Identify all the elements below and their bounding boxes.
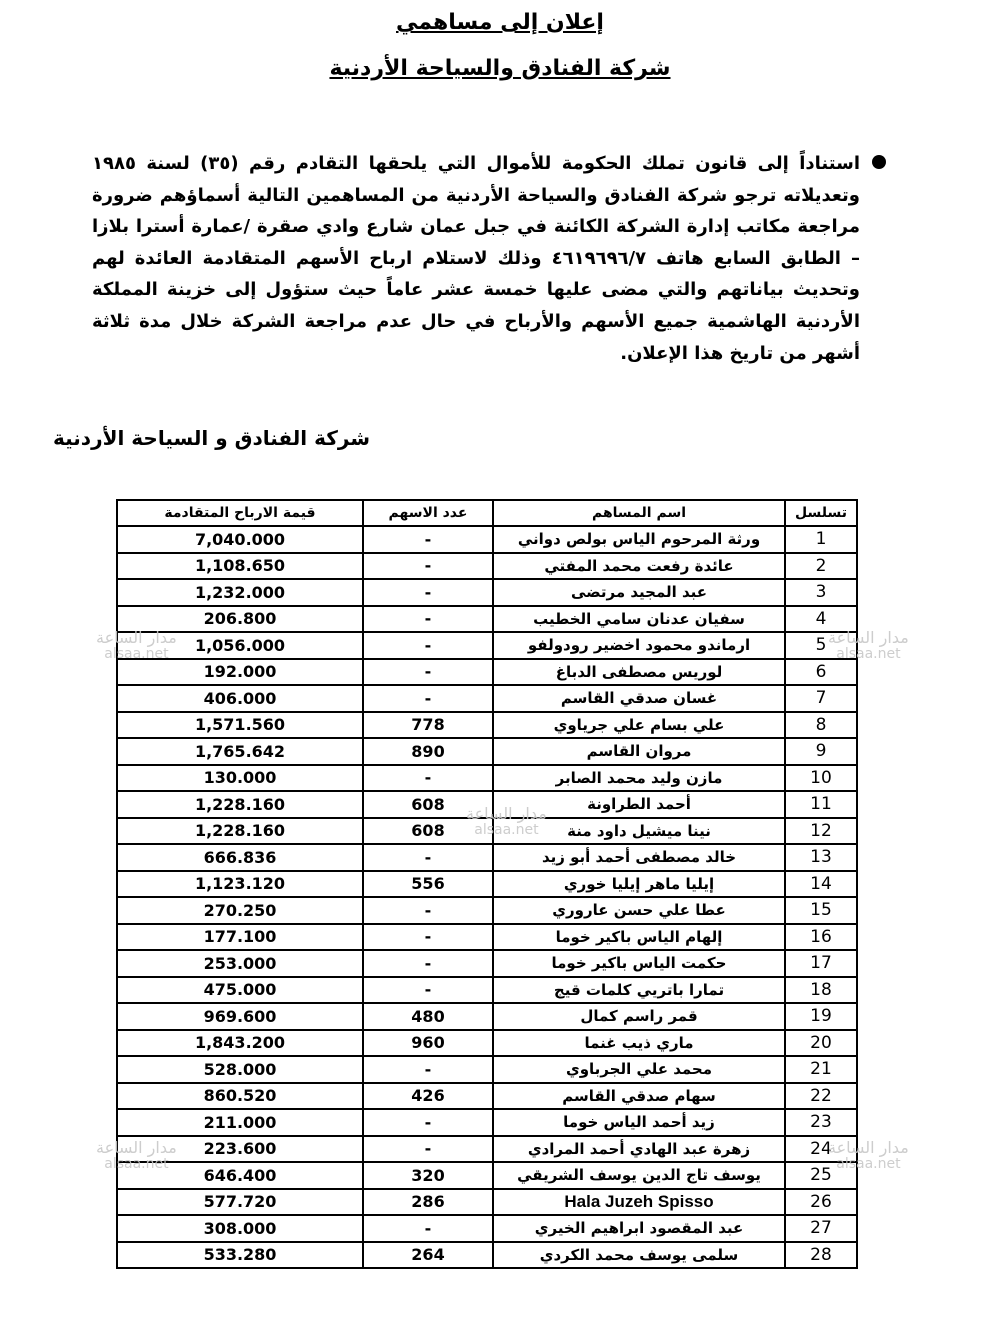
dividends-cell: 211.000	[117, 1109, 363, 1136]
shareholder-name-cell: خالد مصطفى أحمد أبو زيد	[493, 844, 785, 871]
shares-cell: 286	[363, 1189, 493, 1216]
shares-cell: 608	[363, 791, 493, 818]
shareholder-name-cell: محمد علي الجرباوي	[493, 1056, 785, 1083]
seq-cell: 20	[785, 1030, 857, 1057]
shares-cell: 778	[363, 712, 493, 739]
table-row	[117, 1215, 857, 1242]
table-row	[117, 765, 857, 792]
shareholder-name-cell: عبد المقصود ابراهيم الخيري	[493, 1215, 785, 1242]
shares-cell: -	[363, 977, 493, 1004]
shareholder-name-cell: ارماندو محمود اخضير رودولفو	[493, 632, 785, 659]
dividends-cell: 528.000	[117, 1056, 363, 1083]
dividends-cell: 646.400	[117, 1162, 363, 1189]
shareholder-name-cell: مازن وليد محمد الصابر	[493, 765, 785, 792]
watermark: مدار الساعة alsaa.net	[828, 1138, 909, 1172]
shareholder-name-cell: علي بسام علي جرياوي	[493, 712, 785, 739]
header-dividends: قيمة الارباح المتقادمة	[117, 500, 363, 526]
shares-cell: -	[363, 579, 493, 606]
dividends-cell: 177.100	[117, 924, 363, 951]
table-row	[117, 685, 857, 712]
dividends-cell: 1,228.160	[117, 818, 363, 845]
seq-cell: 24	[785, 1136, 857, 1163]
dividends-cell: 406.000	[117, 685, 363, 712]
seq-cell: 17	[785, 950, 857, 977]
table-row	[117, 950, 857, 977]
shares-cell: -	[363, 1215, 493, 1242]
watermark: مدار الساعة alsaa.net	[466, 804, 547, 838]
table-row	[117, 659, 857, 686]
seq-cell: 23	[785, 1109, 857, 1136]
seq-cell: 3	[785, 579, 857, 606]
shareholder-name-cell: سلمى يوسف محمد الكردي	[493, 1242, 785, 1269]
shareholder-name-cell: غسان صدقي القاسم	[493, 685, 785, 712]
seq-cell: 15	[785, 897, 857, 924]
shareholder-name-cell: سهام صدقي القاسم	[493, 1083, 785, 1110]
seq-cell: 21	[785, 1056, 857, 1083]
shares-cell: 426	[363, 1083, 493, 1110]
shareholder-name-cell: ماري ذيب غنما	[493, 1030, 785, 1057]
watermark: مدار الساعة alsaa.net	[96, 628, 177, 662]
dividends-cell: 308.000	[117, 1215, 363, 1242]
watermark: مدار الساعة alsaa.net	[828, 628, 909, 662]
shares-cell: -	[363, 1136, 493, 1163]
shares-cell: -	[363, 632, 493, 659]
table-row	[117, 712, 857, 739]
dividends-cell: 1,232.000	[117, 579, 363, 606]
dividends-cell: 270.250	[117, 897, 363, 924]
dividends-cell: 860.520	[117, 1083, 363, 1110]
dividends-cell: 666.836	[117, 844, 363, 871]
dividends-cell: 7,040.000	[117, 526, 363, 553]
bullet-icon	[872, 155, 886, 169]
shares-cell: -	[363, 553, 493, 580]
table-row	[117, 924, 857, 951]
dividends-cell: 1,123.120	[117, 871, 363, 898]
shareholder-name-cell: لوريس مصطفى الدباغ	[493, 659, 785, 686]
shares-cell: -	[363, 526, 493, 553]
shares-cell: -	[363, 1109, 493, 1136]
seq-cell: 26	[785, 1189, 857, 1216]
seq-cell: 9	[785, 738, 857, 765]
shares-cell: -	[363, 950, 493, 977]
table-row	[117, 526, 857, 553]
shareholder-name-cell: سفيان عدنان سامي الخطيب	[493, 606, 785, 633]
shareholders-table	[116, 499, 858, 1269]
table-row	[117, 1162, 857, 1189]
shareholder-name-cell: عطا علي حسن عاروري	[493, 897, 785, 924]
shares-cell: 608	[363, 818, 493, 845]
shares-cell: 264	[363, 1242, 493, 1269]
dividends-cell: 192.000	[117, 659, 363, 686]
seq-cell: 8	[785, 712, 857, 739]
shares-cell: 890	[363, 738, 493, 765]
seq-cell: 16	[785, 924, 857, 951]
company-name-heading: شركة الفنادق والسياحة الأردنية	[329, 56, 671, 81]
announcement-body: استناداً إلى قانون تملك الحكومة للأموال التي يلحقها التقادم رقم (٣٥) لسنة ١٩٨٥ وتعديلاته ترجو شركة الفنادق والسياحة الأردنية من المساهمين التالية أسماؤهم ضرورة مراجعة مكاتب إدارة الشركة الكائنة في جبل عمان شارع وادي صقرة /عمارة أسترا بلازا – الطابق السابع هاتف ٤٦١٩٦٩٦/٧ وذلك لاستلام ارباح الأسهم المتقادمة العائدة لهم وتحديث بياناتهم والتي مضى عليها خمسة عشر عاماً حيث ستؤول إلى خزينة المملكة الأردنية الهاشمية جميع الأسهم والأرباح في حال عدم مراجعة الشركة خلال مدة ثلاثة أشهر من تاريخ هذا الإعلان.	[92, 153, 860, 364]
shares-cell: 960	[363, 1030, 493, 1057]
dividends-cell: 1,765.642	[117, 738, 363, 765]
seq-cell: 25	[785, 1162, 857, 1189]
seq-cell: 6	[785, 659, 857, 686]
table-row	[117, 1003, 857, 1030]
dividends-cell: 1,108.650	[117, 553, 363, 580]
seq-cell: 1	[785, 526, 857, 553]
shares-cell: 556	[363, 871, 493, 898]
shareholder-name-cell: ورثة المرحوم الياس بولص دواني	[493, 526, 785, 553]
shares-cell: -	[363, 844, 493, 871]
seq-cell: 22	[785, 1083, 857, 1110]
dividends-cell: 1,843.200	[117, 1030, 363, 1057]
seq-cell: 19	[785, 1003, 857, 1030]
shares-cell: -	[363, 1056, 493, 1083]
shareholder-name-cell: عبد المجيد مرتضى	[493, 579, 785, 606]
shareholder-name-cell: يوسف تاج الدين يوسف الشريقي	[493, 1162, 785, 1189]
table-row	[117, 553, 857, 580]
table-row	[117, 977, 857, 1004]
dividends-cell: 577.720	[117, 1189, 363, 1216]
seq-cell: 4	[785, 606, 857, 633]
announcement-title: إعلان إلى مساهمي	[396, 10, 604, 35]
seq-cell: 2	[785, 553, 857, 580]
shares-cell: -	[363, 765, 493, 792]
seq-cell: 7	[785, 685, 857, 712]
table-row	[117, 897, 857, 924]
seq-cell: 12	[785, 818, 857, 845]
shares-cell: 480	[363, 1003, 493, 1030]
dividends-cell: 130.000	[117, 765, 363, 792]
dividends-cell: 253.000	[117, 950, 363, 977]
seq-cell: 11	[785, 791, 857, 818]
dividends-cell: 969.600	[117, 1003, 363, 1030]
shareholder-name-cell: زهرة عبد الهادي أحمد المرادي	[493, 1136, 785, 1163]
shareholder-name-cell: نينا ميشيل داود منة	[493, 818, 785, 845]
table-row	[117, 1136, 857, 1163]
seq-cell: 10	[785, 765, 857, 792]
dividends-cell: 1,056.000	[117, 632, 363, 659]
shareholder-name-cell: Hala Juzeh Spisso	[493, 1189, 785, 1216]
shareholder-name-cell: زيد أحمد الياس خوما	[493, 1109, 785, 1136]
seq-cell: 13	[785, 844, 857, 871]
shareholder-name-cell: حكمت الياس باكير خوما	[493, 950, 785, 977]
table-row	[117, 1030, 857, 1057]
shares-cell: -	[363, 924, 493, 951]
header-shares: عدد الاسهم	[363, 500, 493, 526]
table-row	[117, 871, 857, 898]
shareholder-name-cell: إلهام الياس باكير خوما	[493, 924, 785, 951]
shares-cell: -	[363, 606, 493, 633]
table-row	[117, 1109, 857, 1136]
dividends-cell: 1,228.160	[117, 791, 363, 818]
table-row	[117, 1189, 857, 1216]
shareholder-name-cell: عائدة رفعت محمد المفتي	[493, 553, 785, 580]
table-row	[117, 1056, 857, 1083]
shares-cell: 320	[363, 1162, 493, 1189]
table-row	[117, 738, 857, 765]
table-row	[117, 632, 857, 659]
table-title: شركة الفنادق و السياحة الأردنية	[53, 426, 370, 450]
shareholder-name-cell: قمر راسم كمال	[493, 1003, 785, 1030]
watermark: مدار الساعة alsaa.net	[96, 1138, 177, 1172]
table-body	[117, 526, 857, 1268]
header-seq: تسلسل	[785, 500, 857, 526]
table-row	[117, 1083, 857, 1110]
table-row	[117, 1242, 857, 1269]
shareholder-name-cell: مروان القاسم	[493, 738, 785, 765]
table-header-row	[117, 500, 857, 526]
dividends-cell: 475.000	[117, 977, 363, 1004]
seq-cell: 28	[785, 1242, 857, 1269]
shares-cell: -	[363, 659, 493, 686]
shares-cell: -	[363, 685, 493, 712]
shareholder-name-cell: أحمد الطراونة	[493, 791, 785, 818]
table-row	[117, 579, 857, 606]
seq-cell: 5	[785, 632, 857, 659]
table-row	[117, 844, 857, 871]
seq-cell: 18	[785, 977, 857, 1004]
dividends-cell: 1,571.560	[117, 712, 363, 739]
header-name: اسم المساهم	[493, 500, 785, 526]
shareholder-name-cell: إيليا ماهر إيليا خوري	[493, 871, 785, 898]
shares-cell: -	[363, 897, 493, 924]
shareholder-name-cell: تمارا باتريي كلمات قيج	[493, 977, 785, 1004]
seq-cell: 27	[785, 1215, 857, 1242]
dividends-cell: 223.600	[117, 1136, 363, 1163]
dividends-cell: 533.280	[117, 1242, 363, 1269]
table-row	[117, 606, 857, 633]
seq-cell: 14	[785, 871, 857, 898]
dividends-cell: 206.800	[117, 606, 363, 633]
